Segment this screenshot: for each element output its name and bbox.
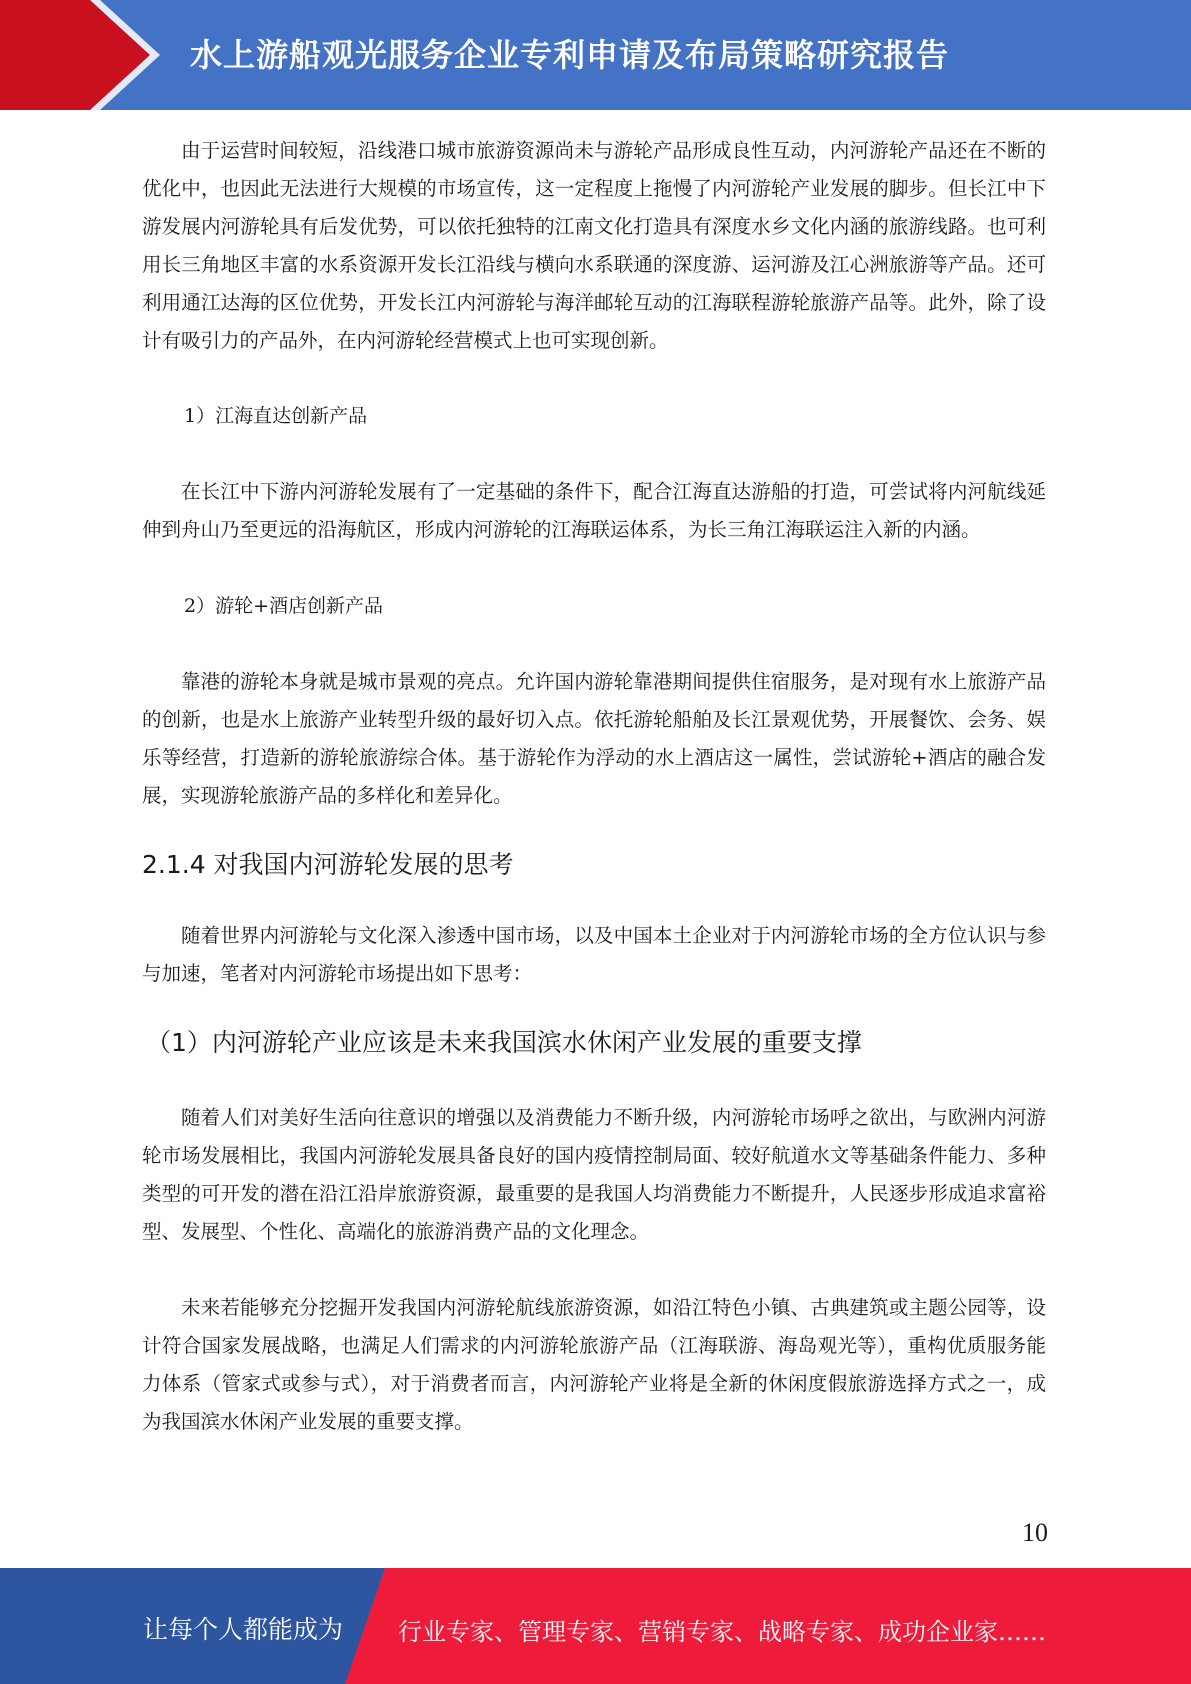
subsection-heading: （1）内河游轮产业应该是未来我国滨水休闲产业发展的重要支撑 <box>146 1028 862 1057</box>
section-heading: 2.1.4 对我国内河游轮发展的思考 <box>142 850 514 879</box>
page-footer <box>0 1568 1191 1684</box>
paragraph-market: 随着人们对美好生活向往意识的增强以及消费能力不断升级，内河游轮市场呼之欲出，与欧洲内河游轮市场发展相比，我国内河游轮发展具备良好的国内疫情控制局面、较好航道水文等基础条件能力、多种类型的可开发的潜在沿江沿岸旅游资源，最重要的是我国人均消费能力不断提升，人民逐步形成追求富裕型、发展型、个性化、高端化的旅游消费产品的文化理念。 <box>142 1106 1046 1243</box>
footer-slogan-left: 让每个人都能成为 <box>143 1615 344 1644</box>
paragraph-hotel: 靠港的游轮本身就是城市景观的亮点。允许国内游轮靠港期间提供住宿服务，是对现有水上旅游产品的创新，也是水上旅游产业转型升级的最好切入点。依托游轮船舶及长江景观优势，开展餐饮、会务、娱乐等经营，打造新的游轮旅游综合体。基于游轮作为浮动的水上酒店这一属性，尝试游轮+酒店的融合发展，实现游轮旅游产品的多样化和差异化。 <box>142 670 1046 807</box>
page-content <box>142 132 1046 1441</box>
list-item-hotel: 2）游轮+酒店创新产品 <box>184 595 384 617</box>
paragraph-jianghai: 在长江中下游内河游轮发展有了一定基础的条件下，配合江海直达游船的打造，可尝试将内河航线延伸到舟山乃至更远的沿海航区，形成内河游轮的江海联运体系，为长三角江海联运注入新的内涵。 <box>142 480 1046 541</box>
report-title: 水上游船观光服务企业专利申请及布局策略研究报告 <box>190 36 950 74</box>
paragraph-future: 未来若能够充分挖掘开发我国内河游轮航线旅游资源，如沿江特色小镇、古典建筑或主题公园等，设计符合国家发展战略，也满足人们需求的内河游轮旅游产品（江海联游、海岛观光等），重构优质服务能力体系（管家式或参与式），对于消费者而言，内河游轮产业将是全新的休闲度假旅游选择方式之一，成为我国滨水休闲产业发展的重要支撑。 <box>142 1296 1046 1433</box>
page-header <box>0 0 1191 110</box>
paragraph-intro: 由于运营时间较短，沿线港口城市旅游资源尚未与游轮产品形成良性互动，内河游轮产品还在不断的优化中，也因此无法进行大规模的市场宣传，这一定程度上拖慢了内河游轮产业发展的脚步。但长江中下游发展内河游轮具有后发优势，可以依托独特的江南文化打造具有深度水乡文化内涵的旅游线路。也可利用长三角地区丰富的水系资源开发长江沿线与横向水系联通的深度游、运河游及江心洲旅游等产品。还可利用通江达海的区位优势，开发长江内河游轮与海洋邮轮互动的江海联程游轮旅游产品等。此外，除了设计有吸引力的产品外，在内河游轮经营模式上也可实现创新。 <box>142 139 1046 352</box>
paragraph-thinking: 随着世界内河游轮与文化深入渗透中国市场，以及中国本土企业对于内河游轮市场的全方位认识与参与加速，笔者对内河游轮市场提出如下思考： <box>142 924 1046 985</box>
page-number: 10 <box>1022 1518 1048 1547</box>
list-item-jianghai: 1）江海直达创新产品 <box>184 405 368 427</box>
footer-slogan-right: 行业专家、管理专家、营销专家、战略专家、成功企业家…… <box>398 1618 1046 1646</box>
